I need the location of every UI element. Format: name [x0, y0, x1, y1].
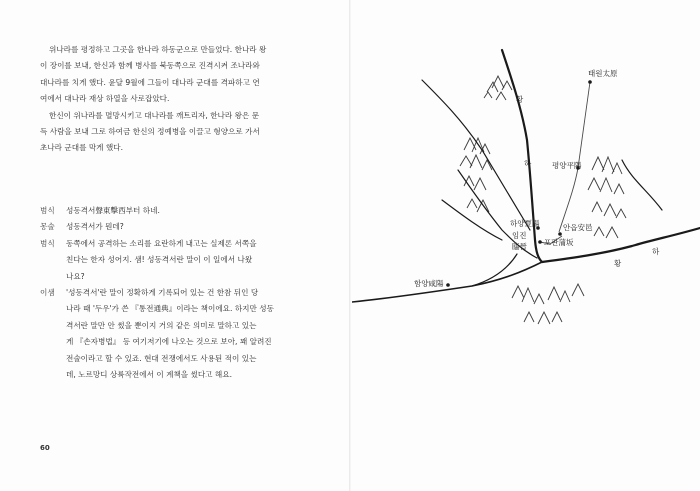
paragraph: 위나라를 평정하고 그곳을 한나라 하동군으로 만들었다. 한나라 왕 이 장이를 보내, 한신과 함께 병사를 북동쪽으로 진격시켜 조나라와 대나라를 치게 했다. 윤달 9월에 그들이 대나라 군대를 격파하고 연 여에서 대나라 재상 하열을 사로잡았다. — [40, 45, 267, 104]
label-hayang: 하양夏陽 — [510, 219, 540, 228]
dialogue-line: 범식 동쪽에서 공격하는 소리를 요란하게 내고는 실제론 서쪽을 친다는 한자 성어지. 샘! 성동격서란 말이 이 일에서 나왔 나요? — [40, 236, 345, 285]
label-imjin-hanja: 臨晉 — [512, 242, 527, 251]
narrative-text — [40, 42, 340, 157]
book-gutter — [349, 0, 351, 491]
speaker-name: 몽술 — [40, 222, 55, 232]
label-anyeup: 안읍安邑 — [563, 223, 593, 232]
dialogue-line: 몽술 성동격서가 뭔데? — [40, 219, 345, 235]
speaker-name: 이샘 — [40, 288, 55, 298]
mountain-range-center — [460, 138, 492, 212]
label-hwang-north: 황 — [516, 95, 524, 104]
speaker-name: 범식 — [40, 206, 55, 215]
dialogue-line: 범식 성동격서聲東擊西부터 하네. — [40, 203, 345, 219]
dialogue-block — [40, 203, 345, 383]
label-imjin: 임진 — [512, 231, 527, 240]
mountain-range-south — [512, 284, 584, 324]
mountain-range-east — [588, 157, 626, 238]
historical-map — [352, 40, 700, 340]
label-pyeongyang: 평양平陽 — [552, 161, 582, 170]
mountain-range-north — [484, 76, 512, 100]
label-ha-low: 하 — [652, 247, 660, 256]
paragraph: 한신이 위나라를 멸망시키고 대나라를 깨트리자, 한나라 왕은 문 득 사람을 보내 그로 하여금 한신의 정예병을 이끌고 형양으로 가서 초나라 군대를 막게 했다. — [40, 110, 260, 153]
label-hwang-low: 황 — [614, 259, 622, 268]
label-taiwon: 태원太原 — [588, 69, 618, 78]
label-pogwan: 포판蒲坂 — [544, 238, 574, 247]
label-ha-mid: 하 — [524, 159, 532, 168]
label-hamyang: 함양咸陽 — [414, 279, 444, 288]
dialogue-line: 이샘 '성동격서'란 말이 정확하게 기록되어 있는 건 한참 뒤인 당 나라 때 '두우'가 쓴 『통전通典』이라는 책이에요. 하지만 성동 격서란 말만 안 썼을 뿐이지 거의 같은 의미로 말하고 있는 게 『손자병법』 등 여기저기에 나오는 것으로 보아, 꽤 알려진 전술이라고 할 수 있죠. 현대 전쟁에서도 사용된 적이 있는 데, 노르망디 상륙작전에서 이 계책을 썼다고 해요. — [40, 285, 345, 383]
speaker-name: 범식 — [40, 238, 55, 248]
page-number: 60 — [40, 444, 50, 452]
